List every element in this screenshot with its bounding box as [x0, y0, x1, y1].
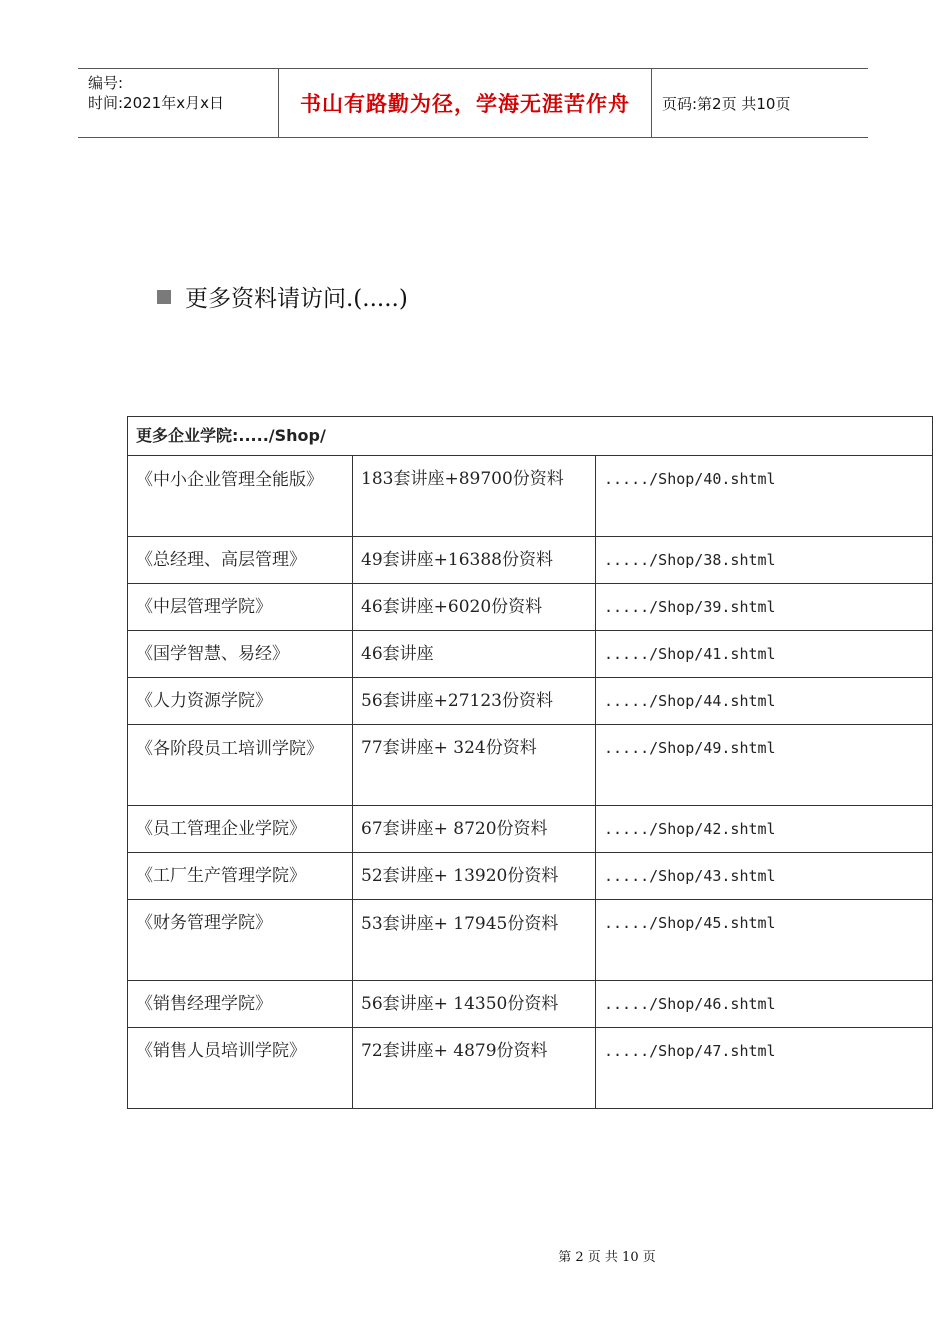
course-content: 56套讲座+27123份资料 — [353, 678, 596, 725]
course-link[interactable]: ...../Shop/41.shtml — [596, 631, 933, 678]
page-footer: 第 2 页 共 10 页 — [558, 1250, 656, 1265]
course-name: 《工厂生产管理学院》 — [128, 853, 353, 900]
course-link[interactable]: ...../Shop/47.shtml — [596, 1028, 933, 1109]
course-name: 《销售人员培训学院》 — [128, 1028, 353, 1109]
more-info-text: 更多资料请访问.(.....) — [185, 286, 408, 312]
course-content: 56套讲座+ 14350份资料 — [353, 981, 596, 1028]
table-row — [128, 725, 933, 806]
course-link[interactable]: ...../Shop/40.shtml — [596, 456, 933, 537]
course-link[interactable]: ...../Shop/44.shtml — [596, 678, 933, 725]
course-name: 《中小企业管理全能版》 — [128, 456, 353, 537]
course-name: 《财务管理学院》 — [128, 900, 353, 981]
course-link[interactable]: ...../Shop/43.shtml — [596, 853, 933, 900]
header-motto: 书山有路勤为径，学海无涯苦作舟 — [279, 69, 652, 137]
course-content: 183套讲座+89700份资料 — [353, 456, 596, 537]
course-name: 《国学智慧、易经》 — [128, 631, 353, 678]
table-row — [128, 900, 933, 981]
number-label: 编号: — [88, 74, 124, 92]
table-row — [128, 456, 933, 537]
course-name: 《中层管理学院》 — [128, 584, 353, 631]
page-header — [78, 68, 868, 138]
table-title: 更多企业学院:...../Shop/ — [128, 417, 933, 456]
time-label: 时间:2021年x月x日 — [88, 94, 224, 112]
table-row — [128, 853, 933, 900]
course-content: 52套讲座+ 13920份资料 — [353, 853, 596, 900]
course-name: 《人力资源学院》 — [128, 678, 353, 725]
table-row — [128, 806, 933, 853]
header-page-info: 页码:第2页 共10页 — [662, 94, 791, 113]
course-link[interactable]: ...../Shop/39.shtml — [596, 584, 933, 631]
course-link[interactable]: ...../Shop/49.shtml — [596, 725, 933, 806]
table-row — [128, 584, 933, 631]
square-bullet-icon — [157, 290, 171, 304]
course-link[interactable]: ...../Shop/38.shtml — [596, 537, 933, 584]
table-title-row — [128, 417, 933, 456]
course-link[interactable]: ...../Shop/46.shtml — [596, 981, 933, 1028]
course-name: 《各阶段员工培训学院》 — [128, 725, 353, 806]
course-content: 72套讲座+ 4879份资料 — [353, 1028, 596, 1109]
course-link[interactable]: ...../Shop/45.shtml — [596, 900, 933, 981]
course-content: 77套讲座+ 324份资料 — [353, 725, 596, 806]
course-content: 46套讲座 — [353, 631, 596, 678]
table-row — [128, 981, 933, 1028]
course-name: 《员工管理企业学院》 — [128, 806, 353, 853]
table-row — [128, 537, 933, 584]
course-content: 53套讲座+ 17945份资料 — [353, 900, 596, 981]
course-name: 《总经理、高层管理》 — [128, 537, 353, 584]
table-row — [128, 1028, 933, 1109]
header-meta — [78, 69, 279, 137]
course-content: 46套讲座+6020份资料 — [353, 584, 596, 631]
shop-table — [127, 416, 933, 1109]
course-name: 《销售经理学院》 — [128, 981, 353, 1028]
more-info-line — [157, 280, 408, 313]
course-content: 49套讲座+16388份资料 — [353, 537, 596, 584]
table-row — [128, 678, 933, 725]
course-link[interactable]: ...../Shop/42.shtml — [596, 806, 933, 853]
table-row — [128, 631, 933, 678]
course-content: 67套讲座+ 8720份资料 — [353, 806, 596, 853]
